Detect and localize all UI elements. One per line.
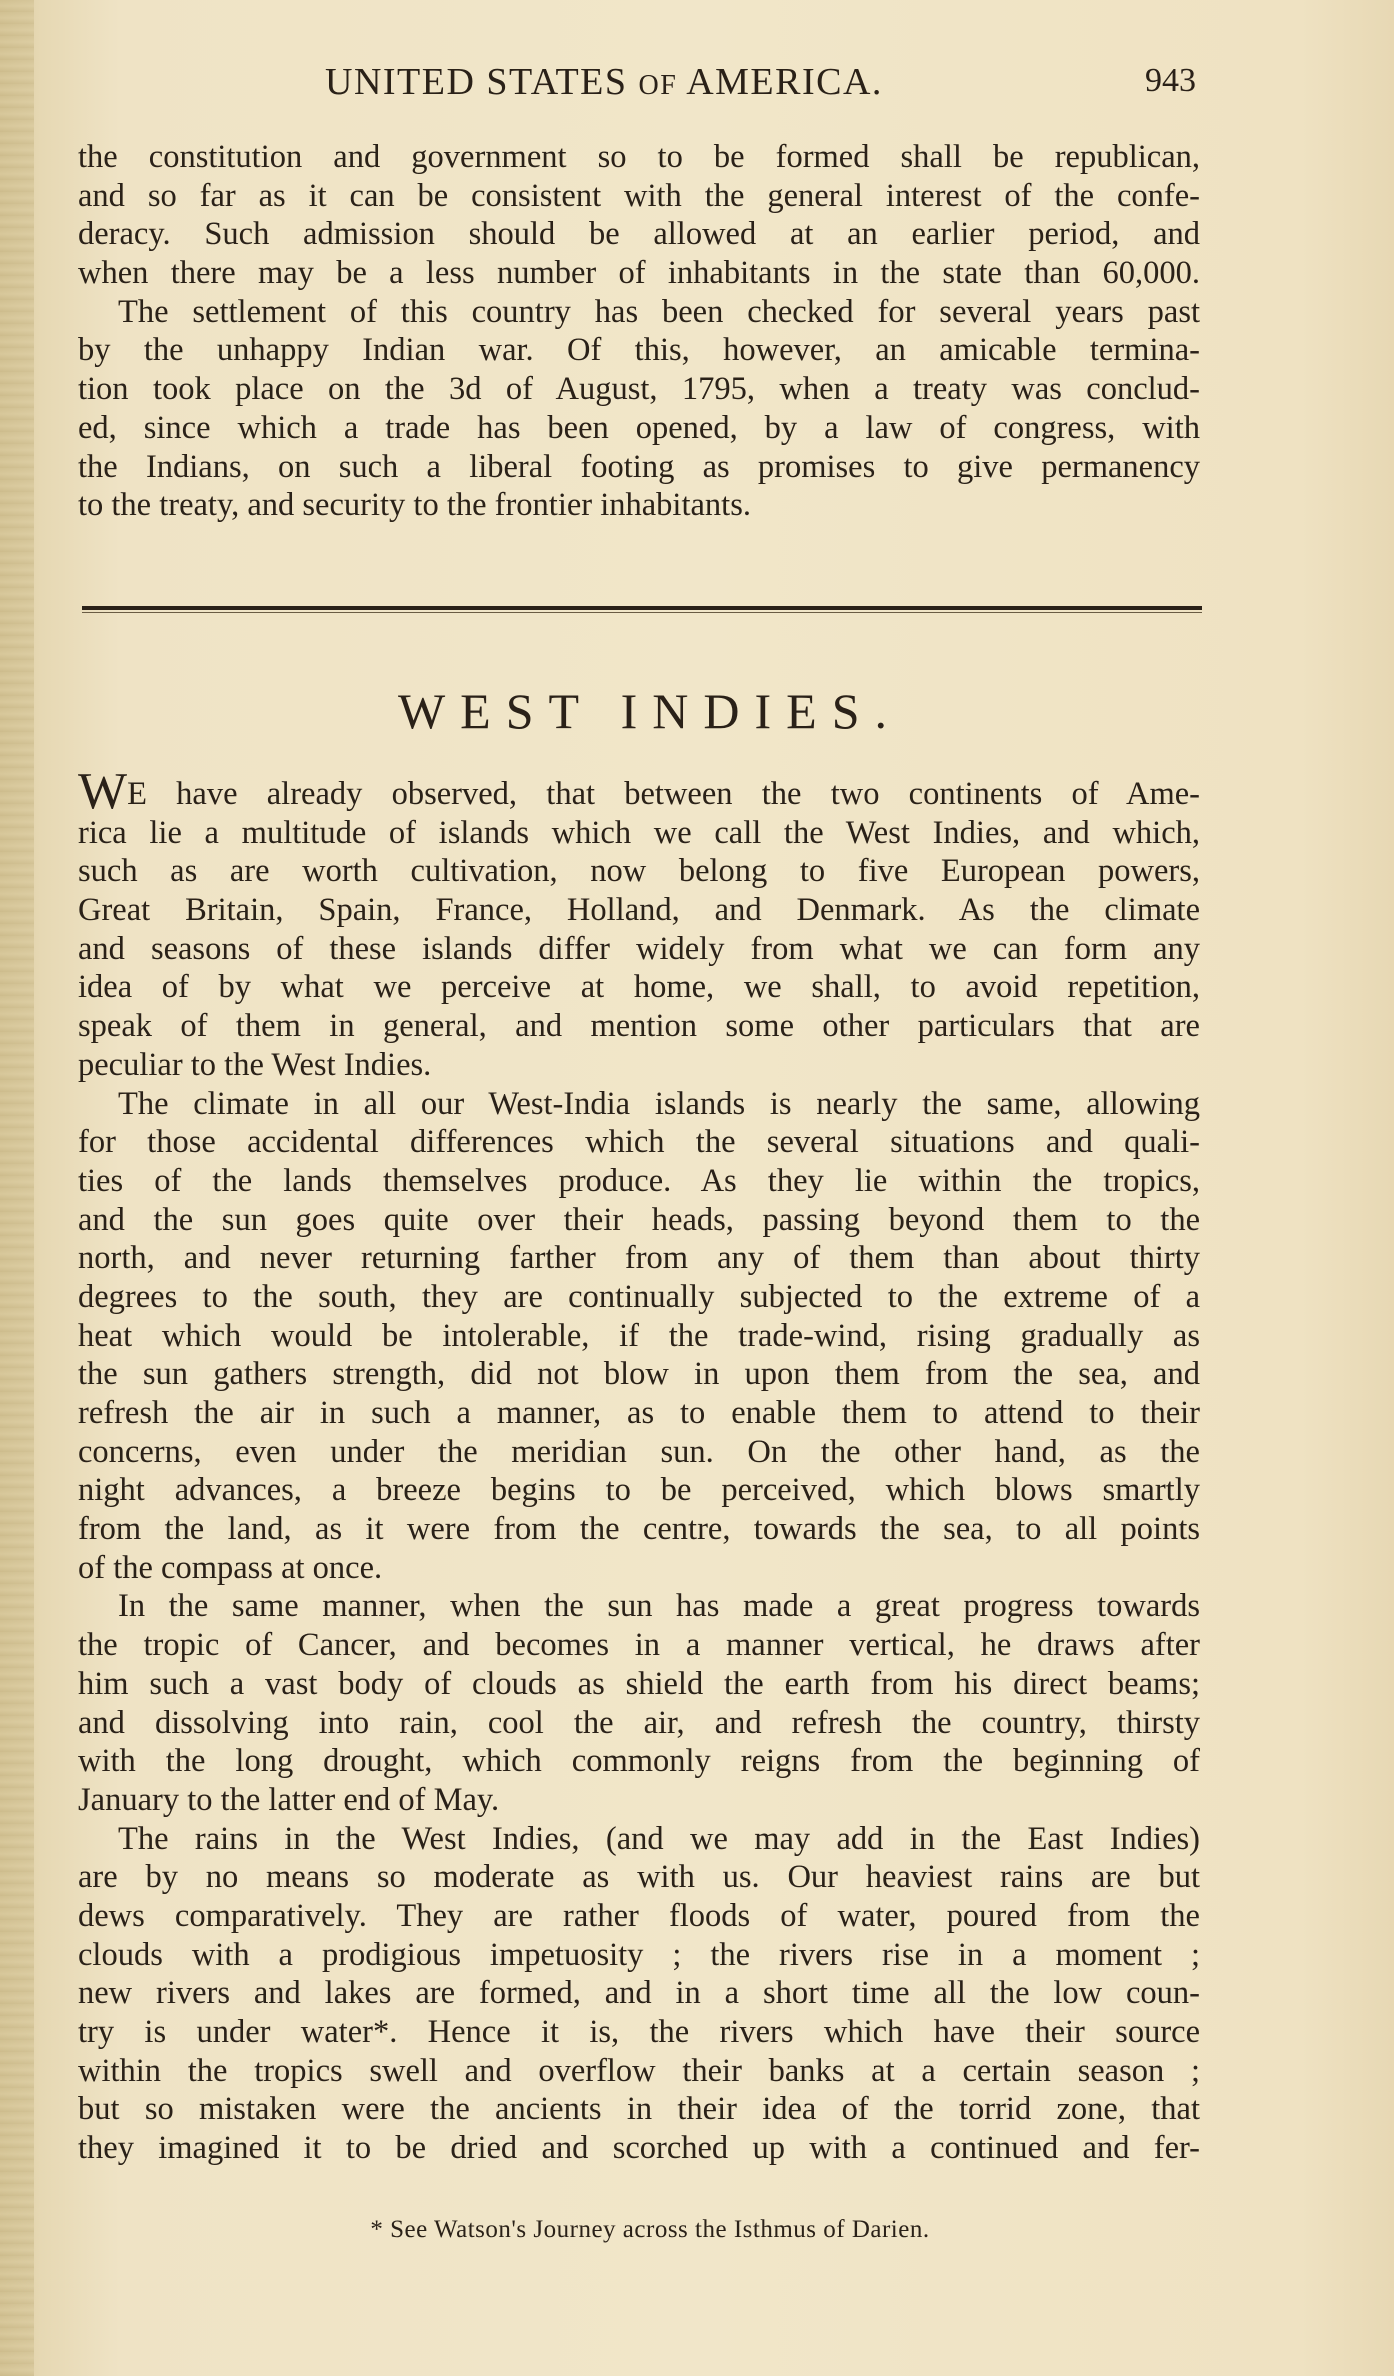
running-title-part2: AMERICA. [677,61,883,103]
text-line: and so far as it can be consistent with the general interest of the confe- [78,177,1200,214]
text-line: of the compass at once. [78,1549,383,1586]
footnote: * See Watson's Journey across the Isthmus of Darien. [370,2216,930,2243]
text-line: The settlement of this country has been checked for several years past [118,293,1200,330]
text-line: such as are worth cultivation, now belong to five European powers, [78,853,1200,890]
text-line: idea of by what we perceive at home, we shall, to avoid repetition, [78,969,1200,1006]
text-line: deracy. Such admission should be allowed at an earlier period, and [78,216,1200,253]
drop-cap: W [78,763,128,820]
text-line: peculiar to the West Indies. [78,1046,432,1083]
text-line: for those accidental differences which the several situations and quali- [78,1124,1200,1161]
text-line: they imagined it to be dried and scorched up with a continued and fer- [78,2130,1200,2167]
text-line: speak of them in general, and mention some other particulars that are [78,1008,1200,1045]
text-line: try is under water*. Hence it is, the rivers which have their source [78,2014,1200,2050]
text-line: north, and never returning farther from any of them than about thirty [78,1240,1200,1277]
text-line: ed, since which a trade has been opened, by a law of congress, with [78,409,1200,446]
main-text [78,763,1200,2168]
text-line-first [78,763,1200,820]
running-title [325,60,883,104]
running-header [325,60,1225,110]
text-line: January to the latter end of May. [78,1781,500,1818]
text-line: and seasons of these islands differ widely from what we can form any [78,930,1200,967]
section-divider-thin [82,612,1202,613]
text-line: Great Britain, Spain, France, Holland, and Denmark. As the climate [78,892,1200,929]
text-line-first-rest: E have already observed, that between the two continents of Ame- [127,776,1200,812]
text-line: refresh the air in such a manner, as to enable them to attend to their [78,1395,1200,1431]
section-divider [82,606,1202,610]
text-line: to the treaty, and security to the frontier inhabitants. [78,487,751,524]
text-line: The rains in the West Indies, (and we may add in the East Indies) [118,1820,1200,1857]
text-line: him such a vast body of clouds as shield the earth from his direct beams; [78,1665,1200,1702]
text-line: tion took place on the 3d of August, 1795, when a treaty was conclud- [78,371,1200,408]
text-line: are by no means so moderate as with us. Our heaviest rains are but [78,1859,1200,1896]
text-line: the constitution and government so to be formed shall be republican, [78,139,1200,175]
running-title-part1: UNITED STATES [325,61,639,103]
text-line: the sun gathers strength, did not blow in upon them from the sea, and [78,1356,1200,1393]
text-line: and the sun goes quite over their heads, passing beyond them to the [78,1201,1200,1238]
text-line: heat which would be intolerable, if the trade-wind, rising gradually as [78,1317,1200,1354]
text-line: by the unhappy Indian war. Of this, however, an amicable termina- [78,332,1200,369]
text-line: concerns, even under the meridian sun. On the other hand, as the [78,1433,1200,1470]
intro-text [78,138,1200,525]
text-line: In the same manner, when the sun has made a great progress towards [118,1588,1200,1625]
text-line: with the long drought, which commonly reigns from the beginning of [78,1743,1200,1780]
text-line: within the tropics swell and overflow their banks at a certain season ; [78,2052,1200,2089]
section-title: WEST INDIES. [397,683,903,739]
running-title-of: OF [638,70,678,101]
text-line: degrees to the south, they are continually subjected to the extreme of a [78,1278,1200,1315]
text-line: when there may be a less number of inhabitants in the state than 60,000. [78,255,1200,292]
text-line: new rivers and lakes are formed, and in a short time all the low coun- [78,1975,1200,2012]
text-line: the Indians, on such a liberal footing as promises to give permanency [78,448,1200,485]
text-line: and dissolving into rain, cool the air, and refresh the country, thirsty [78,1704,1200,1741]
page-number: 943 [1145,62,1196,99]
text-line: clouds with a prodigious impetuosity ; the rivers rise in a moment ; [78,1936,1200,1973]
text-line: The climate in all our West-India islands is nearly the same, allowing [118,1085,1200,1122]
text-line: but so mistaken were the ancients in their idea of the torrid zone, that [78,2091,1200,2128]
text-line: ties of the lands themselves produce. As they lie within the tropics, [78,1162,1200,1199]
page-binding-edge [0,0,34,2376]
text-line: night advances, a breeze begins to be perceived, which blows smartly [78,1472,1200,1509]
text-line: from the land, as it were from the centre, towards the sea, to all points [78,1511,1200,1548]
text-line: the tropic of Cancer, and becomes in a manner vertical, he draws after [78,1627,1200,1664]
text-line: rica lie a multitude of islands which we call the West Indies, and which, [78,814,1200,851]
text-line: dews comparatively. They are rather floods of water, poured from the [78,1897,1200,1934]
